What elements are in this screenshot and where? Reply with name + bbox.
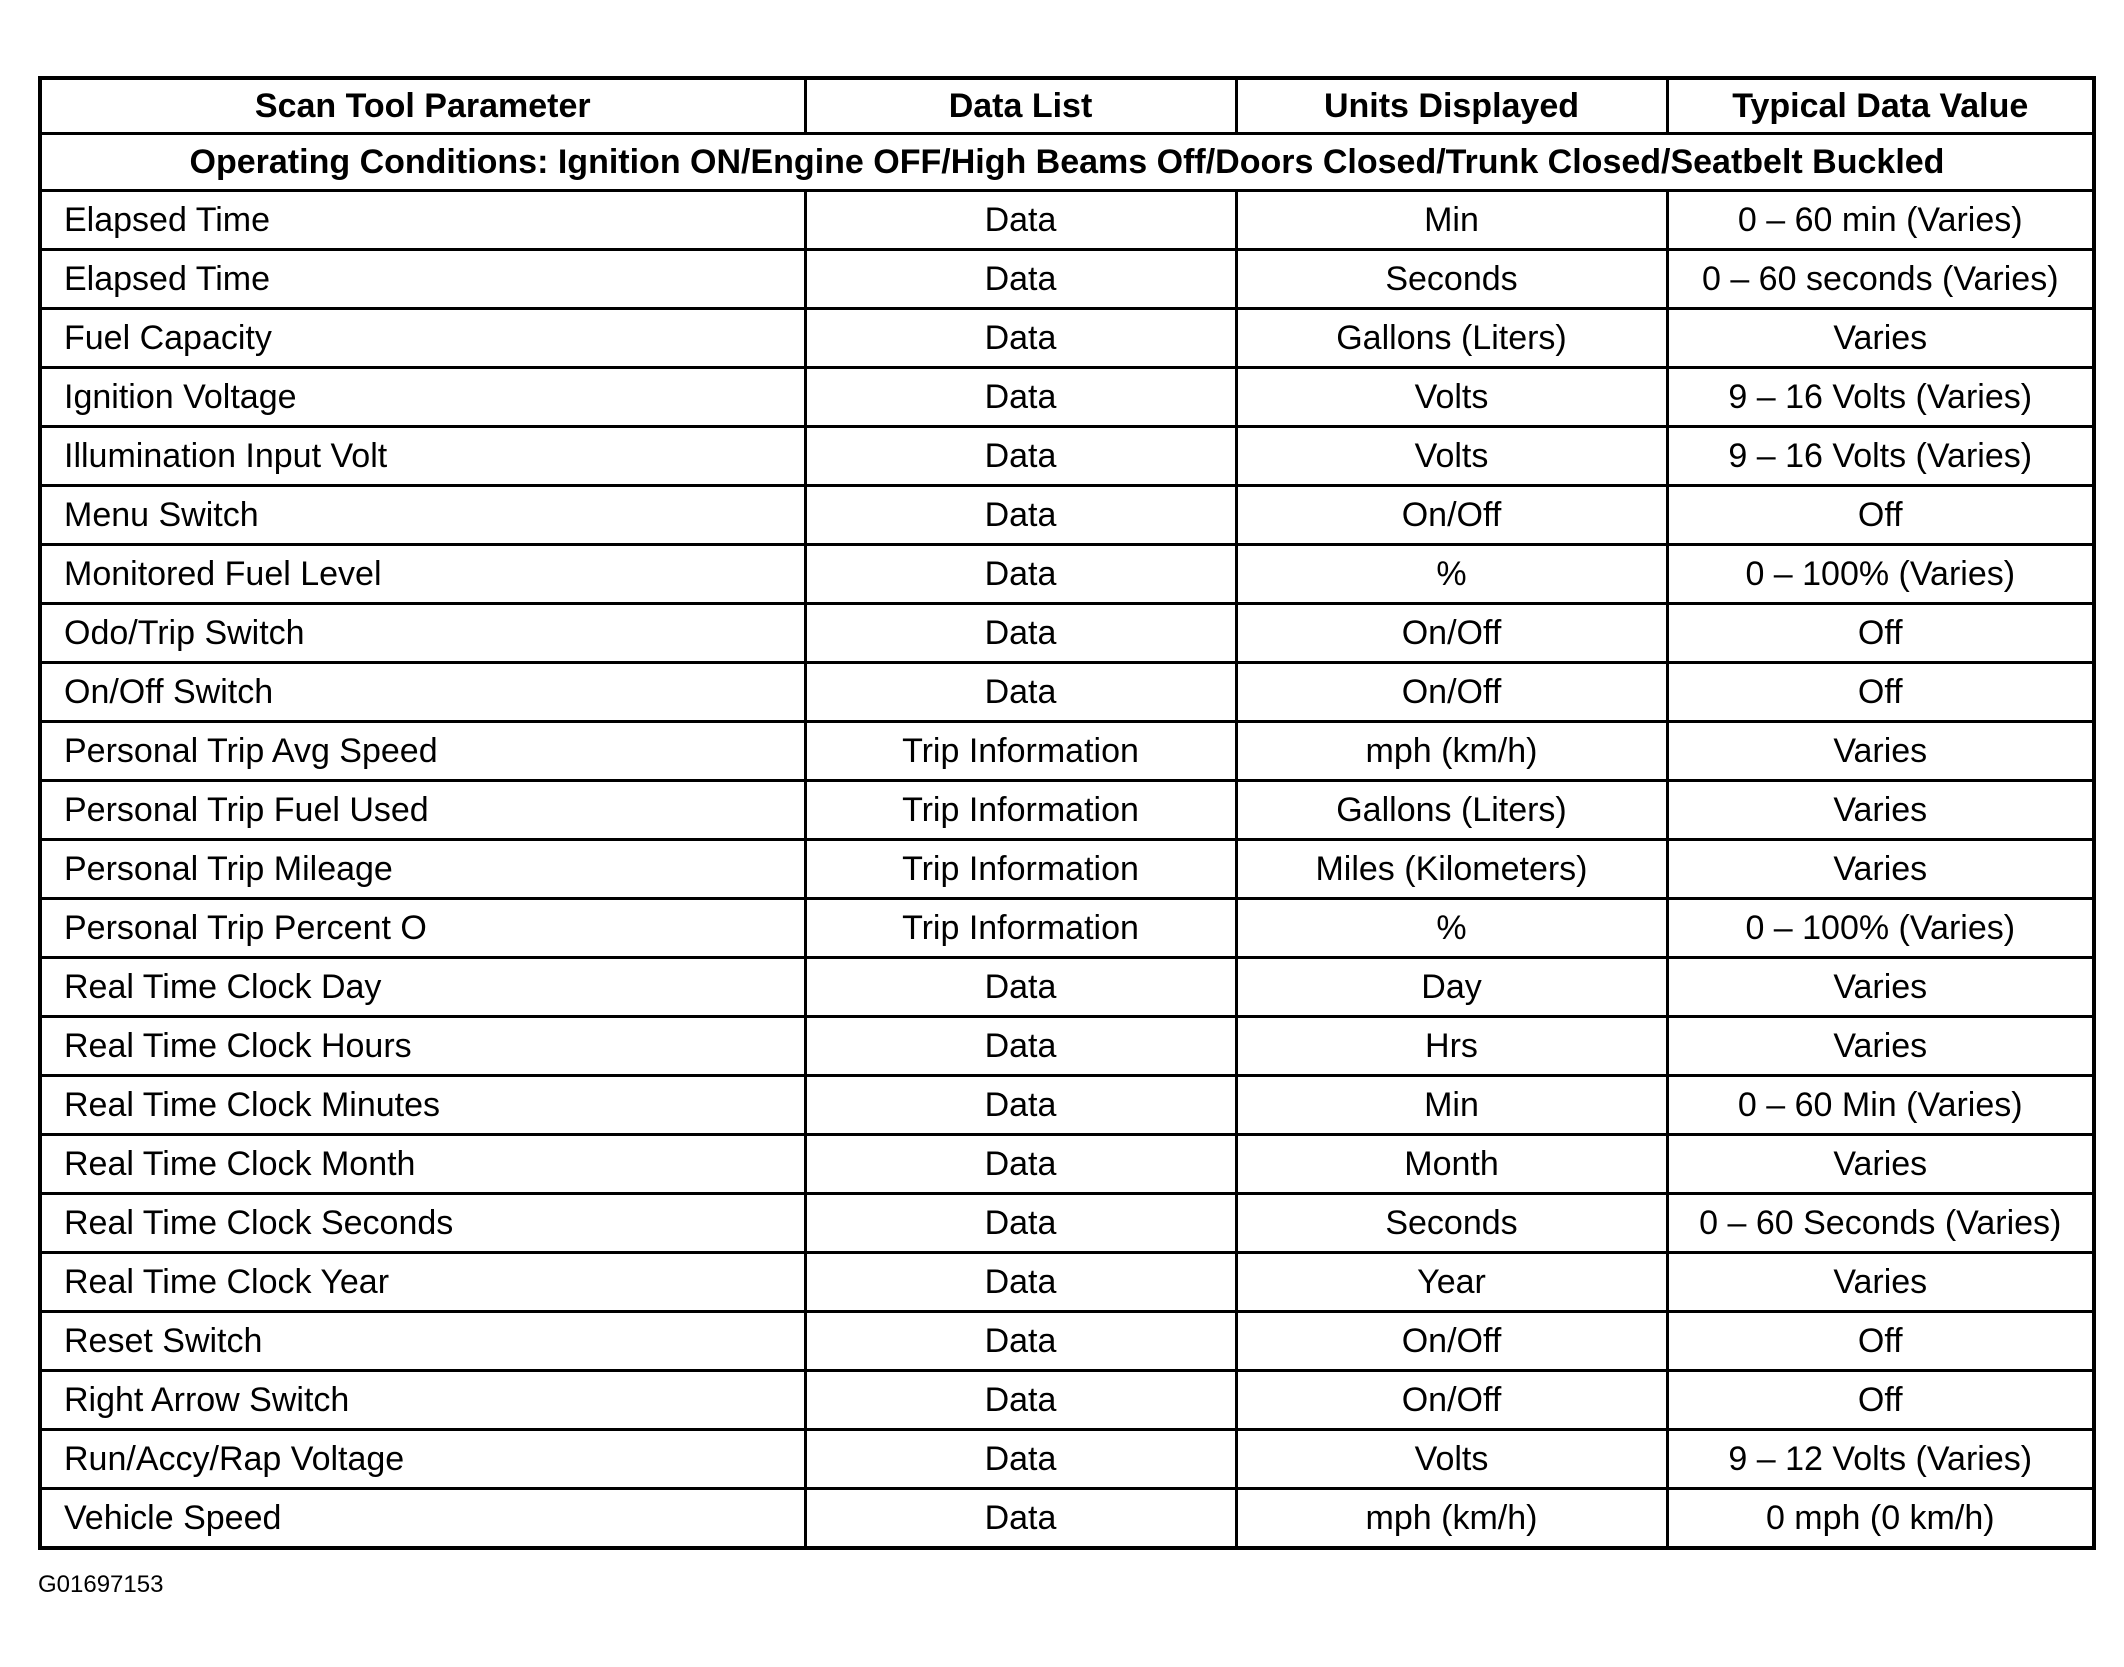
cell-typical-value: Varies (1667, 309, 2094, 368)
table-row (40, 427, 2094, 486)
cell-parameter: Real Time Clock Year (40, 1253, 805, 1312)
cell-units: Volts (1236, 1430, 1667, 1489)
table-row (40, 1194, 2094, 1253)
cell-parameter: Vehicle Speed (40, 1489, 805, 1549)
cell-units: Month (1236, 1135, 1667, 1194)
figure-id: G01697153 (38, 1571, 164, 1598)
cell-parameter: Personal Trip Fuel Used (40, 781, 805, 840)
cell-data-list: Data (805, 1489, 1236, 1549)
cell-units: On/Off (1236, 663, 1667, 722)
cell-typical-value: Varies (1667, 781, 2094, 840)
cell-data-list: Data (805, 191, 1236, 250)
cell-units: Hrs (1236, 1017, 1667, 1076)
cell-typical-value: Varies (1667, 1135, 2094, 1194)
cell-units: On/Off (1236, 1371, 1667, 1430)
cell-parameter: Right Arrow Switch (40, 1371, 805, 1430)
cell-units: % (1236, 545, 1667, 604)
table-row (40, 191, 2094, 250)
cell-units: Miles (Kilometers) (1236, 840, 1667, 899)
cell-units: Seconds (1236, 1194, 1667, 1253)
cell-parameter: Real Time Clock Hours (40, 1017, 805, 1076)
cell-units: Volts (1236, 368, 1667, 427)
cell-typical-value: Varies (1667, 840, 2094, 899)
cell-units: Min (1236, 191, 1667, 250)
cell-data-list: Trip Information (805, 899, 1236, 958)
table-row (40, 545, 2094, 604)
cell-parameter: Run/Accy/Rap Voltage (40, 1430, 805, 1489)
cell-data-list: Data (805, 663, 1236, 722)
cell-typical-value: 9 – 12 Volts (Varies) (1667, 1430, 2094, 1489)
cell-parameter: Elapsed Time (40, 191, 805, 250)
table-row (40, 781, 2094, 840)
scan-tool-data-table (38, 76, 2096, 1550)
cell-data-list: Data (805, 1253, 1236, 1312)
cell-parameter: Fuel Capacity (40, 309, 805, 368)
cell-data-list: Data (805, 1017, 1236, 1076)
header-scan-tool-parameter: Scan Tool Parameter (40, 78, 805, 134)
cell-typical-value: Off (1667, 663, 2094, 722)
cell-units: % (1236, 899, 1667, 958)
table-row (40, 722, 2094, 781)
table-row (40, 1371, 2094, 1430)
table-row (40, 840, 2094, 899)
table-row (40, 1430, 2094, 1489)
cell-parameter: On/Off Switch (40, 663, 805, 722)
cell-parameter: Real Time Clock Day (40, 958, 805, 1017)
cell-typical-value: Varies (1667, 1253, 2094, 1312)
header-data-list: Data List (805, 78, 1236, 134)
cell-units: Seconds (1236, 250, 1667, 309)
table-body (40, 134, 2094, 1549)
table-row (40, 1312, 2094, 1371)
cell-units: Day (1236, 958, 1667, 1017)
table-header-row (40, 78, 2094, 134)
table-row (40, 1489, 2094, 1549)
cell-typical-value: 0 – 100% (Varies) (1667, 545, 2094, 604)
table-row (40, 663, 2094, 722)
cell-typical-value: Off (1667, 1371, 2094, 1430)
cell-parameter: Ignition Voltage (40, 368, 805, 427)
cell-parameter: Real Time Clock Seconds (40, 1194, 805, 1253)
cell-data-list: Data (805, 309, 1236, 368)
header-typical-data-value: Typical Data Value (1667, 78, 2094, 134)
cell-data-list: Trip Information (805, 781, 1236, 840)
cell-typical-value: 9 – 16 Volts (Varies) (1667, 368, 2094, 427)
cell-units: Min (1236, 1076, 1667, 1135)
cell-parameter: Elapsed Time (40, 250, 805, 309)
cell-data-list: Data (805, 1135, 1236, 1194)
cell-parameter: Monitored Fuel Level (40, 545, 805, 604)
cell-units: On/Off (1236, 486, 1667, 545)
cell-typical-value: 0 – 60 seconds (Varies) (1667, 250, 2094, 309)
cell-parameter: Odo/Trip Switch (40, 604, 805, 663)
table-row (40, 958, 2094, 1017)
table-row (40, 1017, 2094, 1076)
cell-parameter: Real Time Clock Month (40, 1135, 805, 1194)
cell-data-list: Data (805, 1194, 1236, 1253)
cell-typical-value: 0 – 100% (Varies) (1667, 899, 2094, 958)
cell-data-list: Data (805, 958, 1236, 1017)
cell-typical-value: 0 mph (0 km/h) (1667, 1489, 2094, 1549)
table-row (40, 1135, 2094, 1194)
cell-parameter: Personal Trip Avg Speed (40, 722, 805, 781)
table-row (40, 309, 2094, 368)
table-row (40, 250, 2094, 309)
cell-data-list: Data (805, 1312, 1236, 1371)
cell-data-list: Data (805, 1076, 1236, 1135)
cell-typical-value: Off (1667, 604, 2094, 663)
cell-units: Gallons (Liters) (1236, 781, 1667, 840)
cell-typical-value: Varies (1667, 722, 2094, 781)
cell-data-list: Data (805, 1371, 1236, 1430)
operating-conditions-row (40, 134, 2094, 191)
table-row (40, 1076, 2094, 1135)
cell-typical-value: 0 – 60 Seconds (Varies) (1667, 1194, 2094, 1253)
operating-conditions-text: Operating Conditions: Ignition ON/Engine OFF/High Beams Off/Doors Closed/Trunk Closed/Seatbelt Buckled (40, 134, 2094, 191)
cell-typical-value: Varies (1667, 1017, 2094, 1076)
cell-units: mph (km/h) (1236, 1489, 1667, 1549)
cell-data-list: Trip Information (805, 722, 1236, 781)
cell-typical-value: 9 – 16 Volts (Varies) (1667, 427, 2094, 486)
table-row (40, 604, 2094, 663)
cell-data-list: Trip Information (805, 840, 1236, 899)
cell-data-list: Data (805, 427, 1236, 486)
cell-typical-value: Varies (1667, 958, 2094, 1017)
cell-units: On/Off (1236, 1312, 1667, 1371)
cell-parameter: Real Time Clock Minutes (40, 1076, 805, 1135)
cell-data-list: Data (805, 604, 1236, 663)
table-row (40, 368, 2094, 427)
table-row (40, 1253, 2094, 1312)
table-row (40, 899, 2094, 958)
table-row (40, 486, 2094, 545)
cell-typical-value: 0 – 60 Min (Varies) (1667, 1076, 2094, 1135)
cell-data-list: Data (805, 545, 1236, 604)
cell-units: Year (1236, 1253, 1667, 1312)
cell-typical-value: Off (1667, 1312, 2094, 1371)
cell-units: Gallons (Liters) (1236, 309, 1667, 368)
cell-units: mph (km/h) (1236, 722, 1667, 781)
cell-units: On/Off (1236, 604, 1667, 663)
header-units-displayed: Units Displayed (1236, 78, 1667, 134)
cell-parameter: Personal Trip Percent O (40, 899, 805, 958)
cell-data-list: Data (805, 486, 1236, 545)
cell-parameter: Reset Switch (40, 1312, 805, 1371)
cell-parameter: Menu Switch (40, 486, 805, 545)
cell-data-list: Data (805, 250, 1236, 309)
cell-data-list: Data (805, 368, 1236, 427)
cell-parameter: Personal Trip Mileage (40, 840, 805, 899)
cell-units: Volts (1236, 427, 1667, 486)
cell-typical-value: Off (1667, 486, 2094, 545)
cell-parameter: Illumination Input Volt (40, 427, 805, 486)
cell-typical-value: 0 – 60 min (Varies) (1667, 191, 2094, 250)
cell-data-list: Data (805, 1430, 1236, 1489)
